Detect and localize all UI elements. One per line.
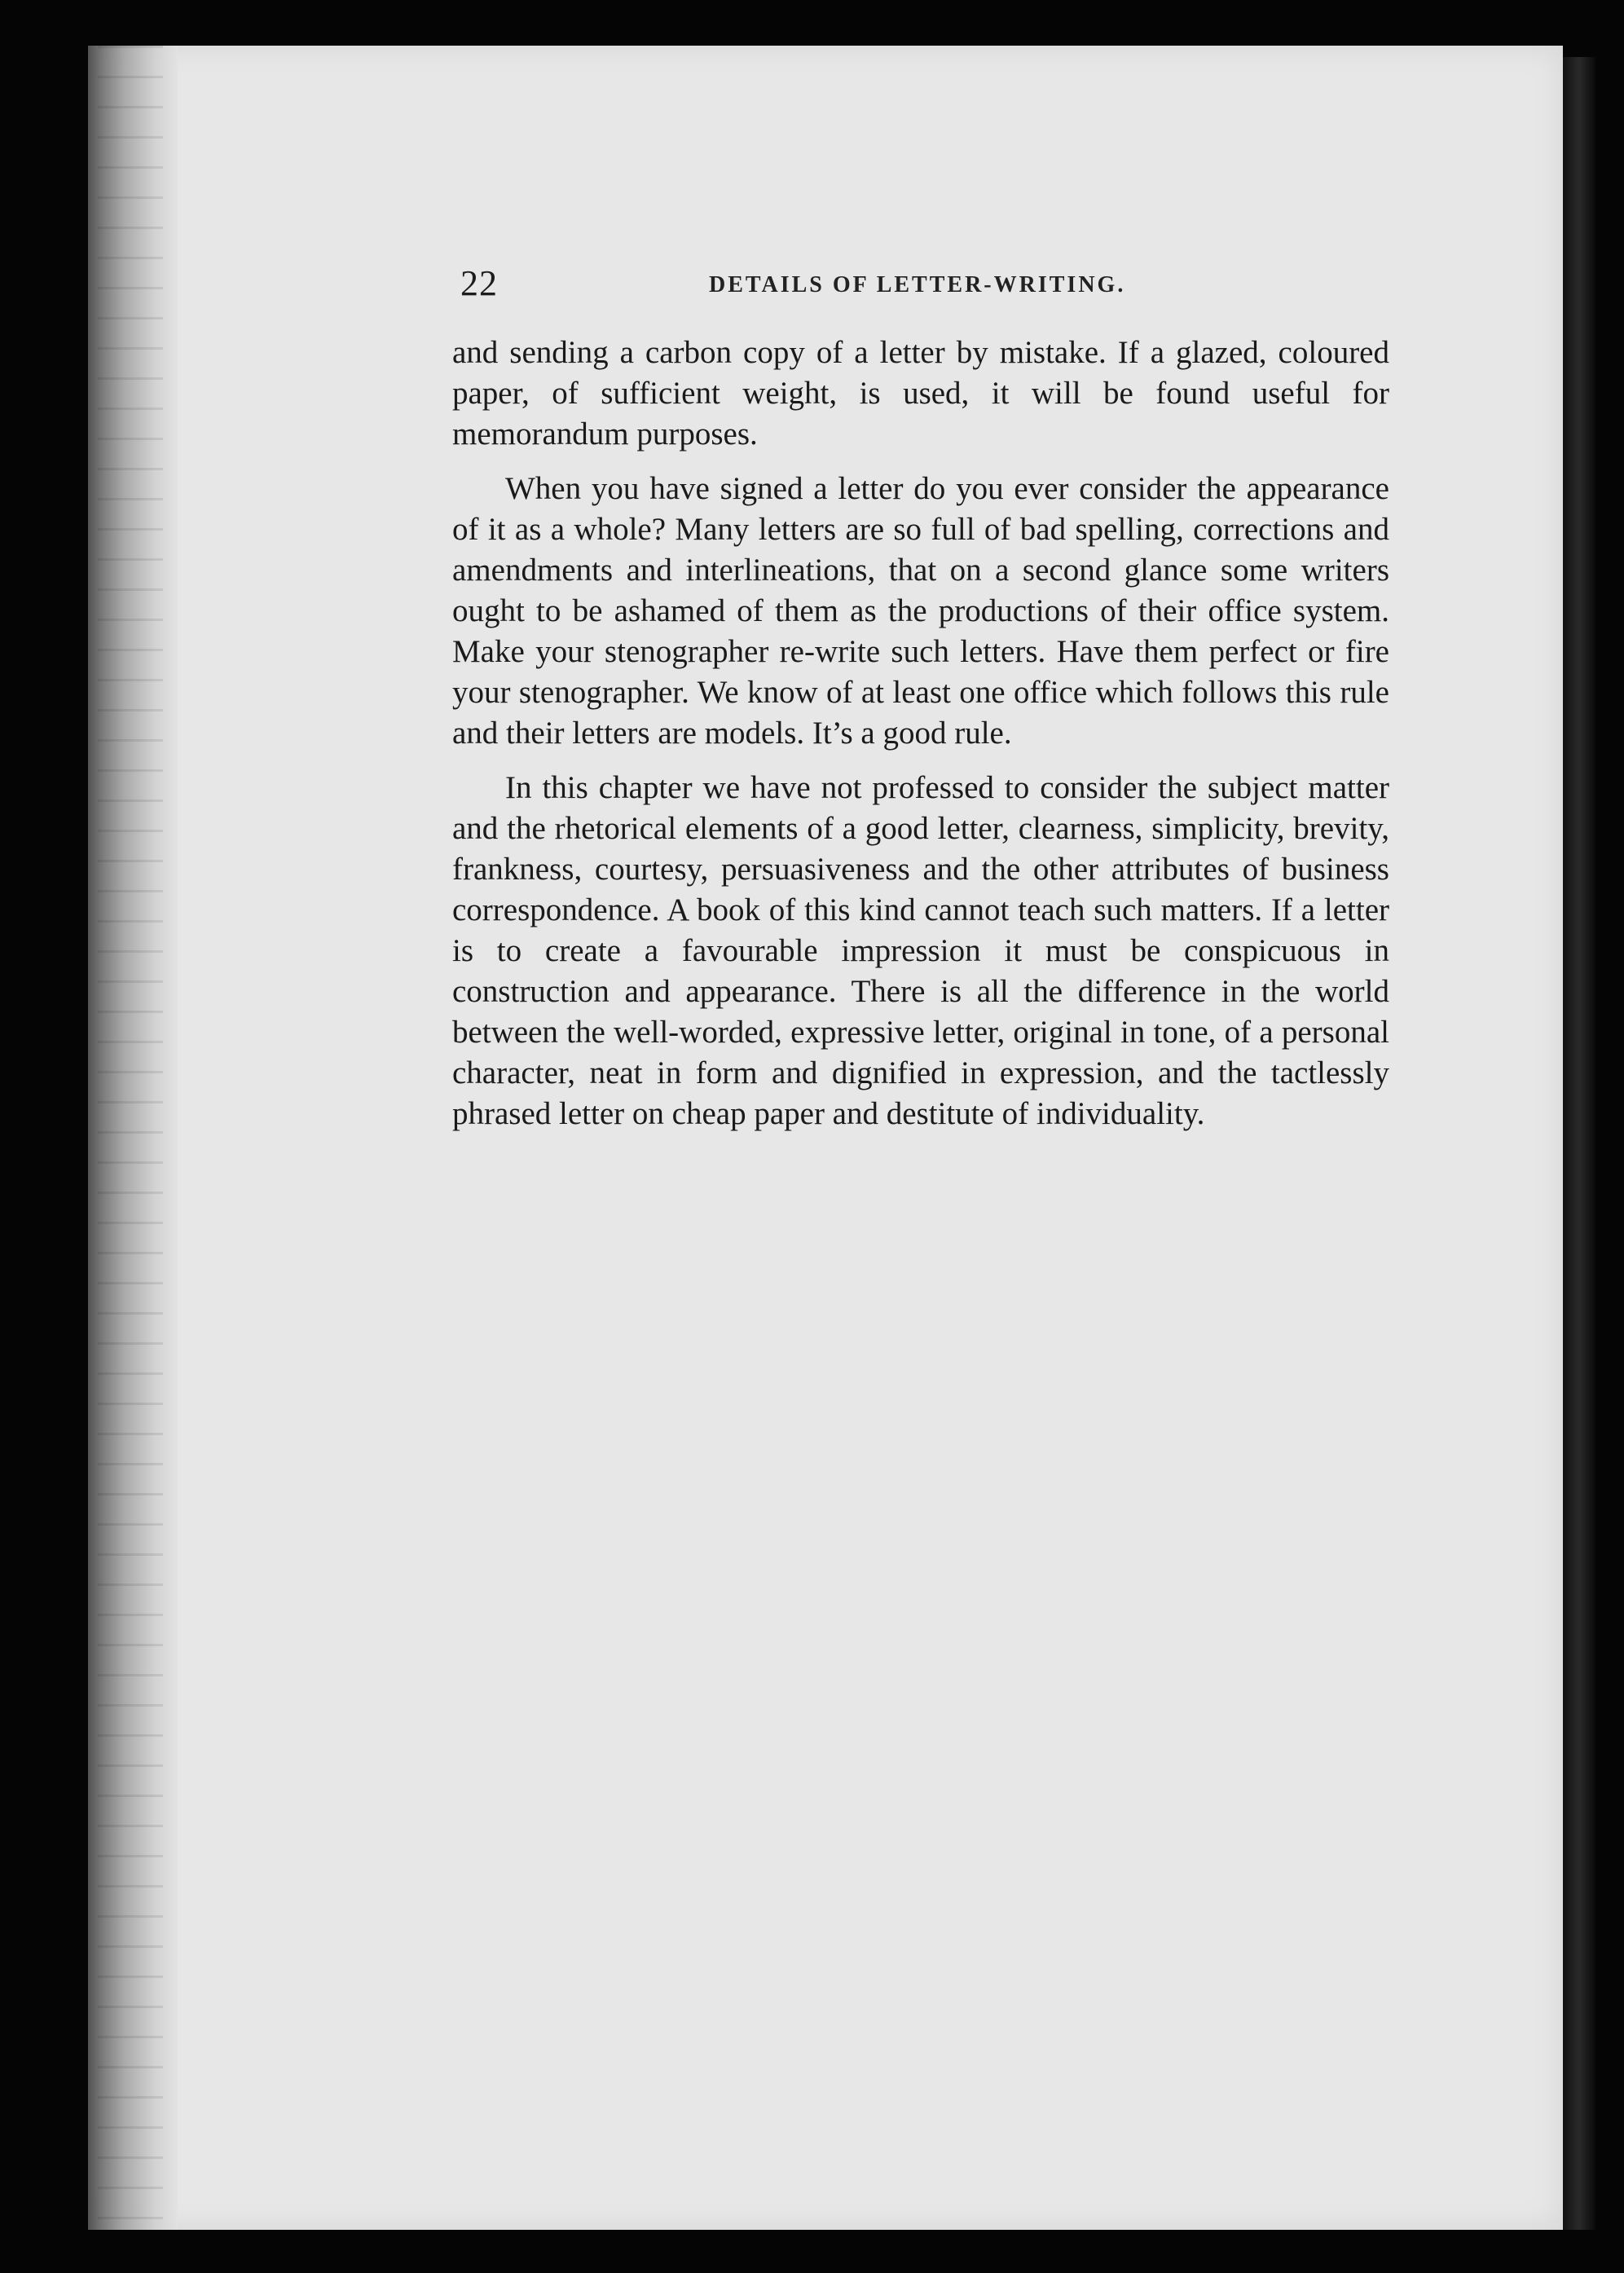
running-title: DETAILS OF LETTER-WRITING. (709, 272, 1126, 297)
running-head (460, 262, 1495, 311)
binding-shadow-marks (98, 46, 163, 2230)
facing-page-edge (1563, 57, 1595, 2230)
page-number: 22 (460, 263, 498, 303)
body-text (452, 333, 1389, 1134)
paragraph-3: In this chapter we have not professed to consider the subject matter and the rhetorical elements of a good letter, clearness, simplicity, brevity, frankness, courtesy, persuasiveness and the other attributes of business correspondence. A book of this kind cannot teach such matters. If a letter is to create a favourable impression it must be conspicuous in construction and appearance. There is all the difference in the world between the well-worded, expressive letter, original in tone, of a personal character, neat in form and dignified in expression, and the tactlessly phrased letter on cheap paper and destitute of individuality. (452, 770, 1389, 1131)
paragraph-2: When you have signed a letter do you ever consider the appearance of it as a whole? Many letters are so full of bad spelling, corrections and amendments and interlineations, that on a second glance some writers ought to be ashamed of them as the productions of their office system. Make your stenographer re-write such letters. Have them perfect or fire your stenographer. We know of at least one office which follows this rule and their letters are models. It’s a good rule. (452, 471, 1389, 751)
paragraph-1: and sending a carbon copy of a letter by mistake. If a glazed, coloured paper, of sufficient weight, is used, it will be found useful for memorandum purposes. (452, 335, 1389, 452)
